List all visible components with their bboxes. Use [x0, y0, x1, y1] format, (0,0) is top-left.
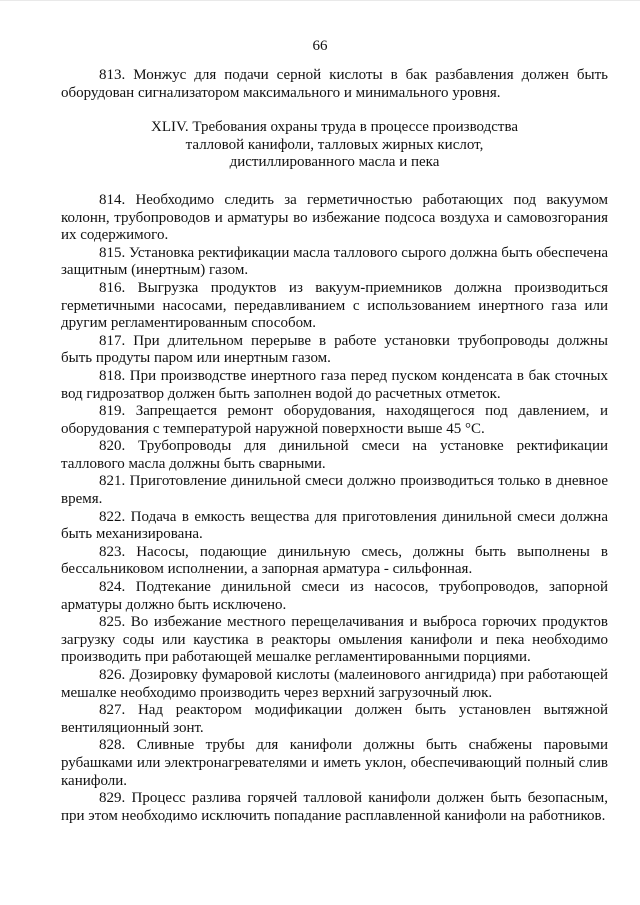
paragraph-816: 816. Выгрузка продуктов из вакуум-приемников должна производиться герметичными насосами, передавливанием с использованием инертного газа или другим регламентированным способом. [61, 279, 608, 332]
paragraph-818: 818. При производстве инертного газа перед пуском конденсата в бак сточных вод гидрозатвор должен быть заполнен водой до расчетных отметок. [61, 367, 608, 402]
paragraph-814: 814. Необходимо следить за герметичностью работающих под вакуумом колонн, трубопроводов и арматуры во избежание подсоса воздуха и самовозгорания их содержимого. [61, 191, 608, 244]
paragraph-822: 822. Подача в емкость вещества для приготовления динильной смеси должна быть механизирована. [61, 508, 608, 543]
paragraph-826: 826. Дозировку фумаровой кислоты (малеинового ангидрида) при работающей мешалке необходимо производить через верхний загрузочный люк. [61, 667, 608, 701]
paragraph-824: 824. Подтекание динильной смеси из насосов, трубопроводов, запорной арматуры должно быть исключено. [61, 579, 608, 613]
section-heading-line-2: талловой канифоли, талловых жирных кислот, [185, 136, 484, 153]
section-heading-line-1: XLIV. Требования охраны труда в процессе производства [150, 119, 519, 136]
paragraph-825: 825. Во избежание местного перещелачивания и выброса горючих продуктов загрузку соды или каустика в реакторы омыления канифоли и пека необходимо производить при работающей мешалке регламентированными порциями. [61, 614, 608, 666]
paragraph-815: 815. Установка ректификации масла таллового сырого должна быть обеспечена защитным (инертным) газом. [61, 244, 608, 279]
paragraph-823: 823. Насосы, подающие динильную смесь, должны быть выполнены в бессальниковом исполнении, а запорная арматура - сильфонная. [61, 543, 608, 578]
paragraph-821: 821. Приготовление динильной смеси должно производиться только в дневное время. [61, 473, 608, 508]
paragraph-817: 817. При длительном перерыве в работе установки трубопроводы должны быть продуты паром или инертным газом. [61, 332, 608, 367]
document-body [61, 67, 608, 825]
paragraph-828: 828. Сливные трубы для канифоли должны быть снабжены паровыми рубашками или электронагревателями и иметь уклон, обеспечивающий полный слив канифоли. [61, 737, 608, 789]
section-heading-line-3: дистиллированного масла и пека [229, 154, 440, 171]
paragraph-819: 819. Запрещается ремонт оборудования, находящегося под давлением, и оборудования с температурой наружной поверхности выше 45 °С. [61, 403, 608, 437]
paragraph-829: 829. Процесс разлива горячей талловой канифоли должен быть безопасным, при этом необходимо исключить попадание расплавленной канифоли на работников. [61, 790, 608, 824]
page-number: 66 [312, 38, 328, 54]
section-heading [61, 119, 608, 172]
paragraph-827: 827. Над реактором модификации должен быть установлен вытяжной вентиляционный зонт. [61, 702, 608, 736]
scan-edge [0, 0, 640, 1]
paragraph-820: 820. Трубопроводы для динильной смеси на установке ректификации таллового масла должны быть сварными. [61, 438, 608, 472]
paragraph-813: 813. Монжус для подачи серной кислоты в бак разбавления должен быть оборудован сигнализатором максимального и минимального уровня. [61, 67, 608, 101]
